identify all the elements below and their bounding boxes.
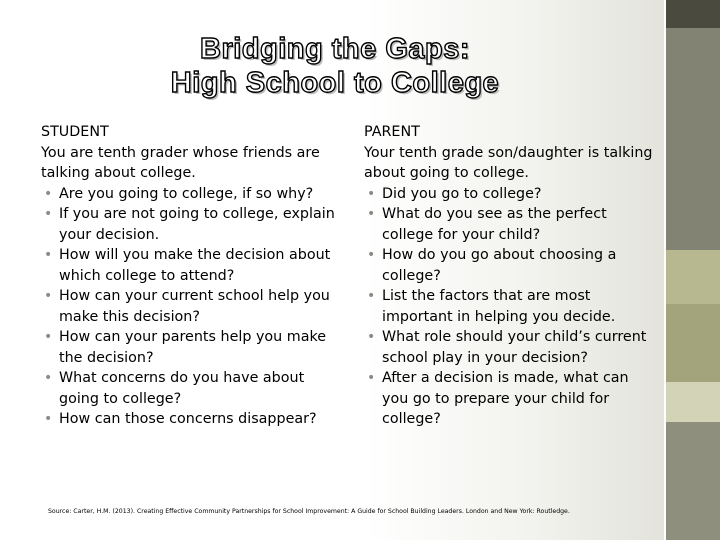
list-item xyxy=(41,368,346,409)
bullet-icon: • xyxy=(44,411,53,427)
list-item xyxy=(364,204,654,245)
list-item xyxy=(41,286,346,327)
parent-header: PARENT xyxy=(364,124,420,140)
slide-title xyxy=(60,32,610,100)
student-question: If you are not going to college, explain your decision. xyxy=(59,206,335,243)
source-citation: Source: Carter, H.M. (2013). Creating Effective Community Partnerships for School Improvement: A Guide for School Building Leaders. London and New York: Routledge. xyxy=(48,508,570,515)
list-item xyxy=(364,184,654,205)
title-line-1: Bridging the Gaps: xyxy=(200,33,470,65)
list-item xyxy=(41,204,346,245)
bullet-icon: • xyxy=(44,185,53,202)
sidebar-band-1 xyxy=(666,0,720,28)
bullet-icon: • xyxy=(367,206,376,222)
list-item xyxy=(364,286,654,327)
parent-question-list xyxy=(364,184,654,430)
parent-question: List the factors that are most important in helping you decide. xyxy=(382,288,616,325)
bullet-icon: • xyxy=(44,370,53,386)
student-question: How can those concerns disappear? xyxy=(59,411,317,427)
bullet-icon: • xyxy=(44,329,53,345)
bullet-icon: • xyxy=(367,288,376,304)
parent-question: What do you see as the perfect college for your child? xyxy=(382,206,607,243)
bullet-icon: • xyxy=(367,329,376,345)
list-item xyxy=(364,327,654,368)
student-header: STUDENT xyxy=(41,124,109,140)
bullet-icon: • xyxy=(44,247,53,263)
student-question: How can your parents help you make the decision? xyxy=(59,329,327,366)
sidebar-band-2 xyxy=(666,28,720,250)
parent-question: After a decision is made, what can you go to prepare your child for college? xyxy=(382,370,629,427)
list-item xyxy=(41,245,346,286)
student-question: How can your current school help you make this decision? xyxy=(59,288,330,325)
student-question: How will you make the decision about which college to attend? xyxy=(59,247,331,284)
sidebar-band-3 xyxy=(666,250,720,304)
list-item xyxy=(41,184,346,205)
list-item xyxy=(364,368,654,430)
sidebar-band-5 xyxy=(666,382,720,422)
student-question: What concerns do you have about going to college? xyxy=(59,370,305,407)
sidebar-band-4 xyxy=(666,304,720,382)
sidebar-band-6 xyxy=(666,422,720,540)
parent-intro: Your tenth grade son/daughter is talking about going to college. xyxy=(364,144,653,181)
parent-question: What role should your child’s current school play in your decision? xyxy=(382,329,647,366)
bullet-icon: • xyxy=(367,185,376,202)
list-item xyxy=(41,409,346,430)
student-question: Are you going to college, if so why? xyxy=(59,185,314,202)
student-intro: You are tenth grader whose friends are talking about college. xyxy=(41,144,320,181)
title-line-2: High School to College xyxy=(170,67,500,99)
list-item xyxy=(364,245,654,286)
parent-column xyxy=(364,122,654,430)
bullet-icon: • xyxy=(367,370,376,386)
decorative-sidebar xyxy=(666,0,720,540)
student-column xyxy=(41,122,346,430)
bullet-icon: • xyxy=(367,247,376,263)
student-question-list xyxy=(41,184,346,430)
sidebar-edge xyxy=(664,0,666,540)
bullet-icon: • xyxy=(44,288,53,304)
parent-question: How do you go about choosing a college? xyxy=(382,247,617,284)
parent-question: Did you go to college? xyxy=(382,185,542,202)
list-item xyxy=(41,327,346,368)
bullet-icon: • xyxy=(44,206,53,222)
